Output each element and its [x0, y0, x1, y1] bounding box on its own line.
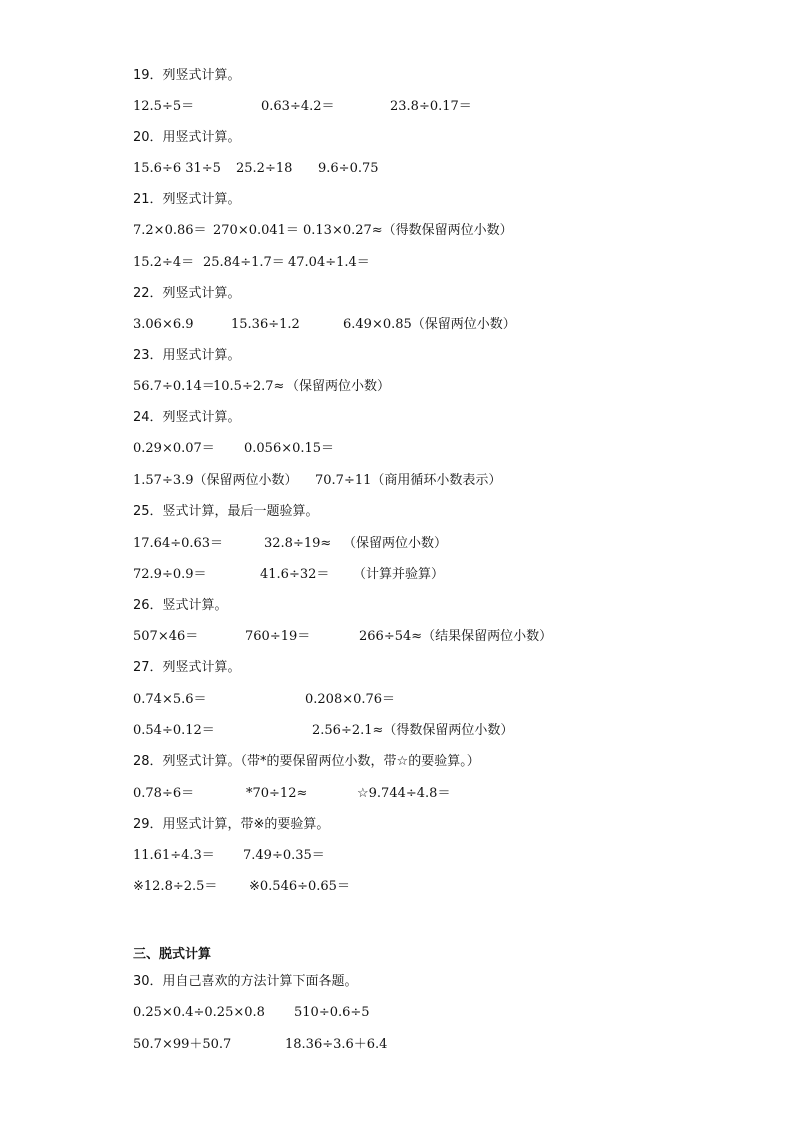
problem: 760÷19＝ [245, 629, 311, 644]
q20-title: 20．用竖式计算。 [133, 130, 241, 145]
q29-title: 29．用竖式计算，带※的要验算。 [133, 817, 330, 832]
problem: 0.54÷0.12＝ [133, 723, 215, 738]
problem: ☆9.744÷4.8＝ [357, 786, 451, 801]
problem: 10.5÷2.7≈ [213, 379, 285, 394]
problem: 15.36÷1.2 [231, 317, 300, 332]
q24-title: 24．列竖式计算。 [133, 410, 241, 425]
problem: 0.056×0.15＝ [244, 441, 335, 456]
q19-title: 19．列竖式计算。 [133, 68, 241, 83]
problem: 18.36÷3.6＋6.4 [285, 1037, 388, 1052]
problem: ※12.8÷2.5＝ [133, 879, 218, 894]
problem: 50.7×99＋50.7 [133, 1037, 232, 1052]
problem-note: （计算并验算） [353, 567, 445, 582]
q23-title: 23．用竖式计算。 [133, 348, 241, 363]
section-heading: 三、脱式计算 [133, 947, 212, 962]
problem: 0.25×0.4÷0.25×0.8 [133, 1005, 265, 1020]
q22-title: 22．列竖式计算。 [133, 286, 241, 301]
problem: 270×0.041＝ [213, 223, 299, 238]
problem: 25.2÷18 [236, 161, 293, 176]
problem: 12.5÷5＝ [133, 99, 195, 114]
problem: 266÷54≈（结果保留两位小数） [359, 629, 553, 644]
problem: 25.84÷1.7＝ [203, 255, 285, 270]
problem: 3.06×6.9 [133, 317, 194, 332]
problem: 0.208×0.76＝ [305, 692, 396, 707]
problem: 0.74×5.6＝ [133, 692, 207, 707]
problem: 23.8÷0.17＝ [390, 99, 472, 114]
problem: 15.6÷6 31÷5 [133, 161, 221, 176]
q28-title: 28．列竖式计算。（带*的要保留两位小数，带☆的要验算。） [133, 754, 480, 769]
problem: 15.2÷4＝ [133, 255, 195, 270]
problem: 1.57÷3.9（保留两位小数） [133, 473, 298, 488]
problem: 0.29×0.07＝ [133, 441, 215, 456]
problem: 6.49×0.85（保留两位小数） [343, 317, 516, 332]
problem: *70÷12≈ [246, 786, 308, 801]
problem: 72.9÷0.9＝ [133, 567, 207, 582]
problem: 7.49÷0.35＝ [243, 848, 325, 863]
q30-title: 30．用自己喜欢的方法计算下面各题。 [133, 974, 358, 989]
q21-title: 21．列竖式计算。 [133, 192, 241, 207]
problem: 507×46＝ [133, 629, 199, 644]
problem: 47.04÷1.4＝ [288, 255, 370, 270]
q26-title: 26．竖式计算。 [133, 598, 228, 613]
problem: 32.8÷19≈ [264, 536, 332, 551]
problem: 510÷0.6÷5 [294, 1005, 370, 1020]
problem: ※0.546÷0.65＝ [249, 879, 350, 894]
problem: 11.61÷4.3＝ [133, 848, 215, 863]
problem: 0.13×0.27≈（得数保留两位小数） [303, 223, 513, 238]
problem: 56.7÷0.14＝ [133, 379, 215, 394]
problem: 0.63÷4.2＝ [261, 99, 335, 114]
problem: 9.6÷0.75 [318, 161, 379, 176]
problem: 17.64÷0.63＝ [133, 536, 224, 551]
problem-note: （保留两位小数） [343, 536, 448, 551]
problem: 0.78÷6＝ [133, 786, 195, 801]
problem-note: （保留两位小数） [286, 379, 391, 394]
problem: 70.7÷11（商用循环小数表示） [315, 473, 502, 488]
problem: 7.2×0.86＝ [133, 223, 207, 238]
q27-title: 27．列竖式计算。 [133, 660, 241, 675]
problem: 41.6÷32＝ [260, 567, 330, 582]
q25-title: 25．竖式计算，最后一题验算。 [133, 504, 319, 519]
problem: 2.56÷2.1≈（得数保留两位小数） [312, 723, 514, 738]
